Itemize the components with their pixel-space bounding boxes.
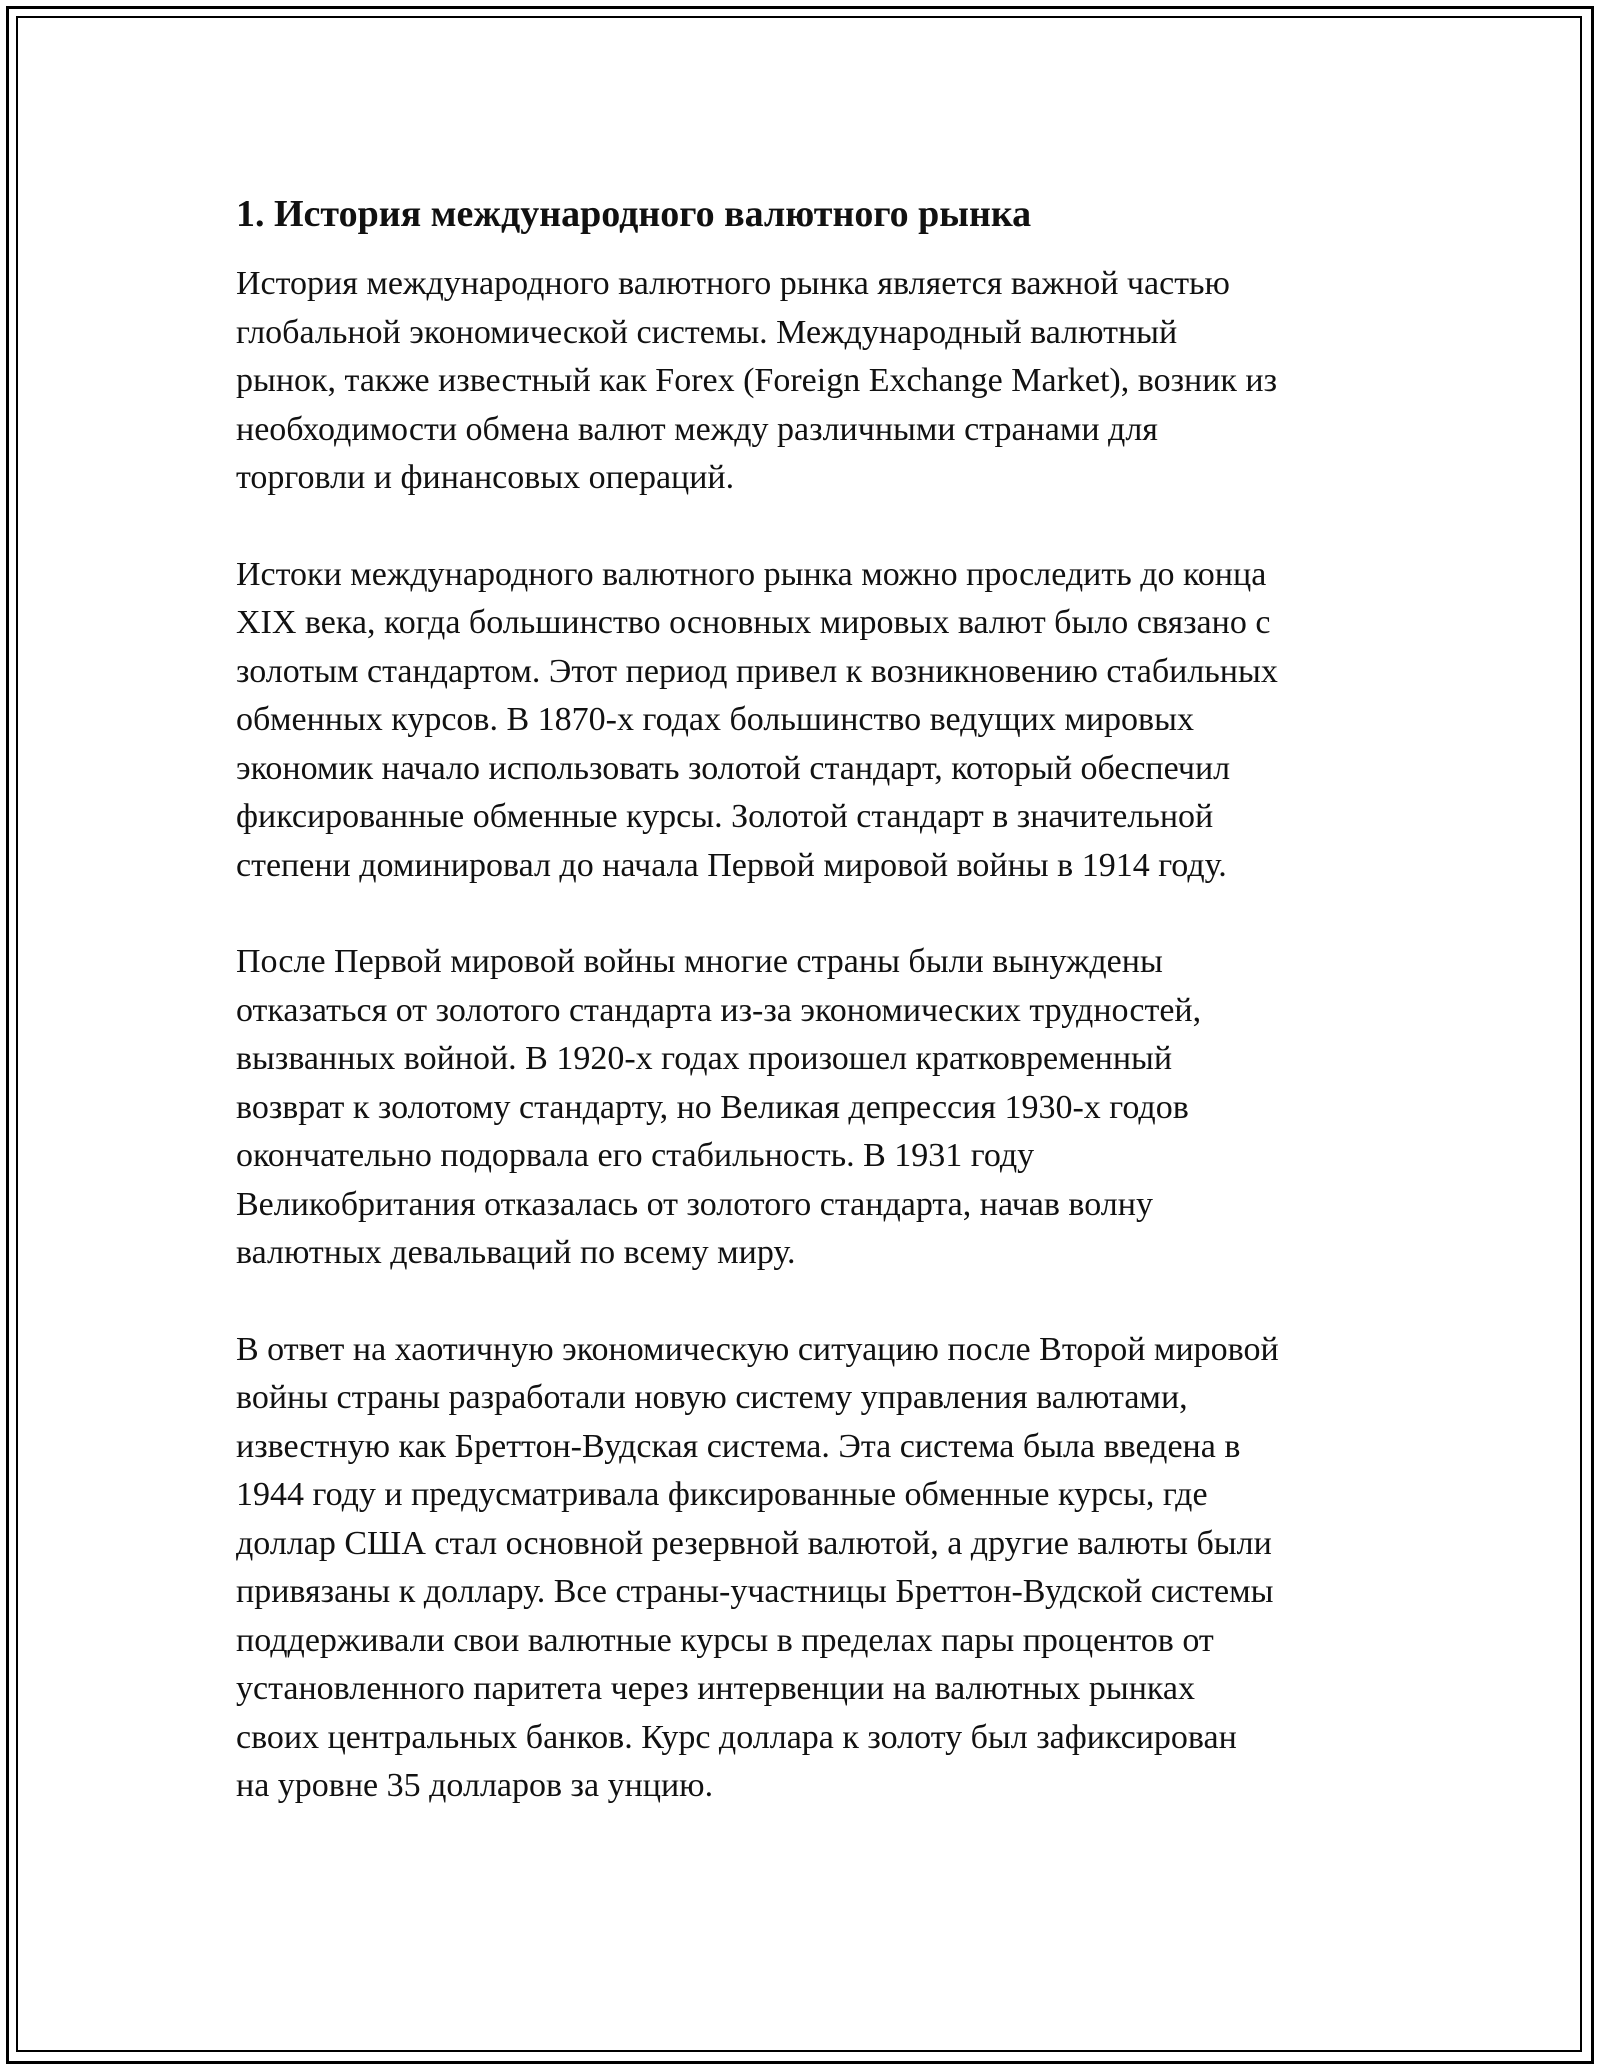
paragraph-post-ww1: После Первой мировой войны многие страны были вынуждены отказаться от золотого стандарта из-за экономических трудностей, вызванных войной. В 1920-х годах произошел кратковременный возврат к золотому стандарту, но Великая депрессия 1930-х годов окончательно подорвала его стабильность. В 1931 году Великобритания отказалась от золотого стандарта, начав волну валютных девальваций по всему миру.	[236, 943, 1202, 1271]
paragraph-introduction: История международного валютного рынка является важной частью глобальной экономической системы. Международный валютный рынок, также известный как Forex (Foreign Exchange Market), возник из необходимости обмена валют между различными странами для торговли и финансовых операций.	[236, 265, 1278, 496]
page-title: 1. История международного валютного рынка	[236, 193, 1032, 235]
paragraph-bretton-woods: В ответ на хаотичную экономическую ситуацию после Второй мировой войны страны разработали новую систему управления валютами, известную как Бреттон-Вудская система. Эта система была введена в 1944 году и предусматривала фиксированные обменные курсы, где доллар США стал основной резервной валютой, а другие валюты были привязаны к доллару. Все страны-участницы Бреттон-Вудской системы поддерживали свои валютные курсы в пределах пары процентов от установленного паритета через интервенции на валютных рынках своих центральных банков. Курс доллара к золоту был зафиксирован на уровне 35 долларов за унцию.	[236, 1330, 1279, 1804]
document-body	[236, 190, 1396, 1859]
paragraph-gold-standard-origins: Истоки международного валютного рынка можно проследить до конца XIX века, когда большинство основных мировых валют было связано с золотым стандартом. Этот период привел к возникновению стабильных обменных курсов. В 1870-х годах большинство ведущих мировых экономик начало использовать золотой стандарт, который обеспечил фиксированные обменные курсы. Золотой стандарт в значительной степени доминировал до начала Первой мировой войны в 1914 году.	[236, 555, 1278, 884]
